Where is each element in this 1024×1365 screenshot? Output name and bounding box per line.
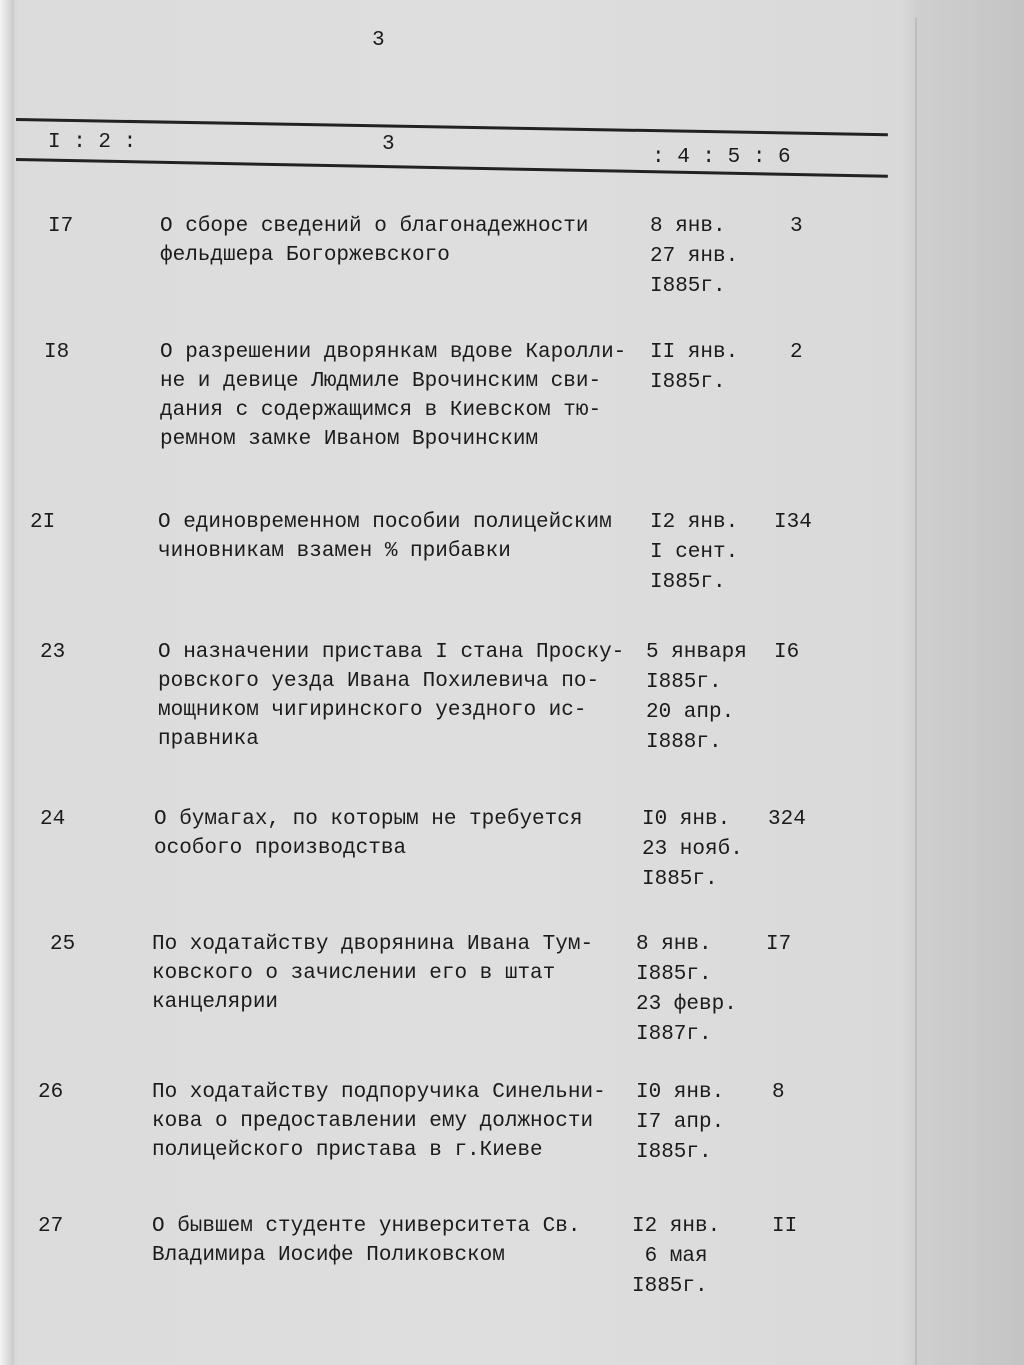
entry-date-line: I888г. xyxy=(646,731,722,754)
entry-title xyxy=(158,508,612,566)
entry-date-line: I2 янв. xyxy=(650,511,739,534)
entry-date-line: I сент. xyxy=(650,541,739,564)
entry-date-line: 27 янв. xyxy=(650,245,739,268)
entry-date-line: I885г. xyxy=(642,868,718,891)
entry-title-line: О разрешении дворянкам вдове Каролли- xyxy=(160,341,627,364)
entry-title-line: канцелярии xyxy=(152,991,279,1014)
entry-number: 2I xyxy=(30,511,56,534)
entry-dates xyxy=(636,930,737,1050)
entry-sheet-count: 2 xyxy=(790,341,803,364)
entry-date-line: 8 янв. xyxy=(650,215,726,238)
entry-title xyxy=(152,930,593,1017)
entry-title-line: ровского уезда Ивана Похилевича по- xyxy=(158,670,600,693)
entry-date-line: 20 апр. xyxy=(646,701,735,724)
entry-title-line: О сборе сведений о благонадежности xyxy=(160,215,589,238)
entry-date-line: I0 янв. xyxy=(642,808,731,831)
page-number: 3 xyxy=(372,29,385,52)
entry-date-line: I885г. xyxy=(650,275,726,298)
entry-date-line: II янв. xyxy=(650,341,739,364)
entry-date-line: 23 февр. xyxy=(636,993,737,1016)
entry-number: 27 xyxy=(38,1215,64,1238)
entry-sheet-count: 8 xyxy=(772,1081,785,1104)
entry-dates xyxy=(650,338,738,398)
entry-date-line: I885г. xyxy=(650,371,726,394)
header-columns-1-2: I : 2 : xyxy=(48,131,137,154)
entry-date-line: 23 нояб. xyxy=(642,838,743,861)
entry-dates xyxy=(650,508,738,598)
entry-title xyxy=(160,338,626,454)
entry-date-line: I885г. xyxy=(636,963,712,986)
entry-dates xyxy=(650,212,738,302)
entry-title-line: мощником чигиринского уездного ис- xyxy=(158,699,587,722)
entry-date-line: I7 апр. xyxy=(636,1111,725,1134)
entry-title-line: особого производства xyxy=(154,837,407,860)
header-column-3: 3 xyxy=(382,133,395,156)
entry-number: 26 xyxy=(38,1081,64,1104)
book-binding-edge xyxy=(0,0,14,1365)
entry-date-line: 8 янв. xyxy=(636,933,712,956)
entry-title xyxy=(154,805,582,863)
entry-title xyxy=(160,212,588,270)
entry-title-line: О назначении пристава I стана Проску- xyxy=(158,641,625,664)
entry-sheet-count: I6 xyxy=(774,641,800,664)
entry-title-line: дания с содержащимся в Киевском тю- xyxy=(160,399,602,422)
entry-sheet-count: II xyxy=(772,1215,798,1238)
entry-dates xyxy=(642,805,743,895)
entry-sheet-count: 324 xyxy=(768,808,806,831)
entry-number: 23 xyxy=(40,641,66,664)
entry-date-line: I2 янв. xyxy=(632,1215,721,1238)
entry-date-line: I885г. xyxy=(650,571,726,594)
entry-title xyxy=(152,1078,606,1165)
entry-dates xyxy=(632,1212,720,1302)
entry-title-line: не и девице Людмиле Врочинским сви- xyxy=(160,370,602,393)
entry-number: 24 xyxy=(40,808,66,831)
entry-number: 25 xyxy=(50,933,76,956)
entry-title xyxy=(158,638,624,754)
header-columns-4-6: : 4 : 5 : 6 xyxy=(652,146,791,169)
entry-title-line: чиновникам взамен % прибавки xyxy=(158,540,511,563)
entry-date-line: 5 января xyxy=(646,641,747,664)
entry-sheet-count: 3 xyxy=(790,215,803,238)
sheet-edge xyxy=(915,18,917,1365)
entry-title-line: полицейского пристава в г.Киеве xyxy=(152,1139,543,1162)
entry-title-line: ремном замке Иваном Врочинским xyxy=(160,428,539,451)
entry-title-line: кова о предоставлении ему должности xyxy=(152,1110,594,1133)
entry-title-line: По ходатайству подпоручика Синельни- xyxy=(152,1081,606,1104)
entry-sheet-count: I34 xyxy=(774,511,812,534)
entry-date-line: I885г. xyxy=(632,1275,708,1298)
entry-number: I7 xyxy=(48,215,74,238)
entry-title-line: По ходатайству дворянина Ивана Тум- xyxy=(152,933,594,956)
entry-date-line: I885г. xyxy=(636,1141,712,1164)
entry-title-line: О бывшем студенте университета Св. xyxy=(152,1215,581,1238)
entry-date-line: I0 янв. xyxy=(636,1081,725,1104)
entry-date-line: I885г. xyxy=(646,671,722,694)
entry-title-line: фельдшера Богоржевского xyxy=(160,244,450,267)
entry-title-line: Владимира Иосифе Поликовском xyxy=(152,1244,505,1267)
entry-date-line: I887г. xyxy=(636,1023,712,1046)
entry-number: I8 xyxy=(44,341,70,364)
entry-title-line: ковского о зачислении его в штат xyxy=(152,962,556,985)
entry-title-line: О бумагах, по которым не требуется xyxy=(154,808,583,831)
entry-date-line: 6 мая xyxy=(632,1245,708,1268)
header-top-rule xyxy=(16,118,888,136)
entry-title xyxy=(152,1212,580,1270)
entry-title-line: О единовременном пособии полицейским xyxy=(158,511,612,534)
entry-sheet-count: I7 xyxy=(766,933,792,956)
entry-dates xyxy=(646,638,747,758)
entry-title-line: правника xyxy=(158,728,259,751)
entry-dates xyxy=(636,1078,724,1168)
